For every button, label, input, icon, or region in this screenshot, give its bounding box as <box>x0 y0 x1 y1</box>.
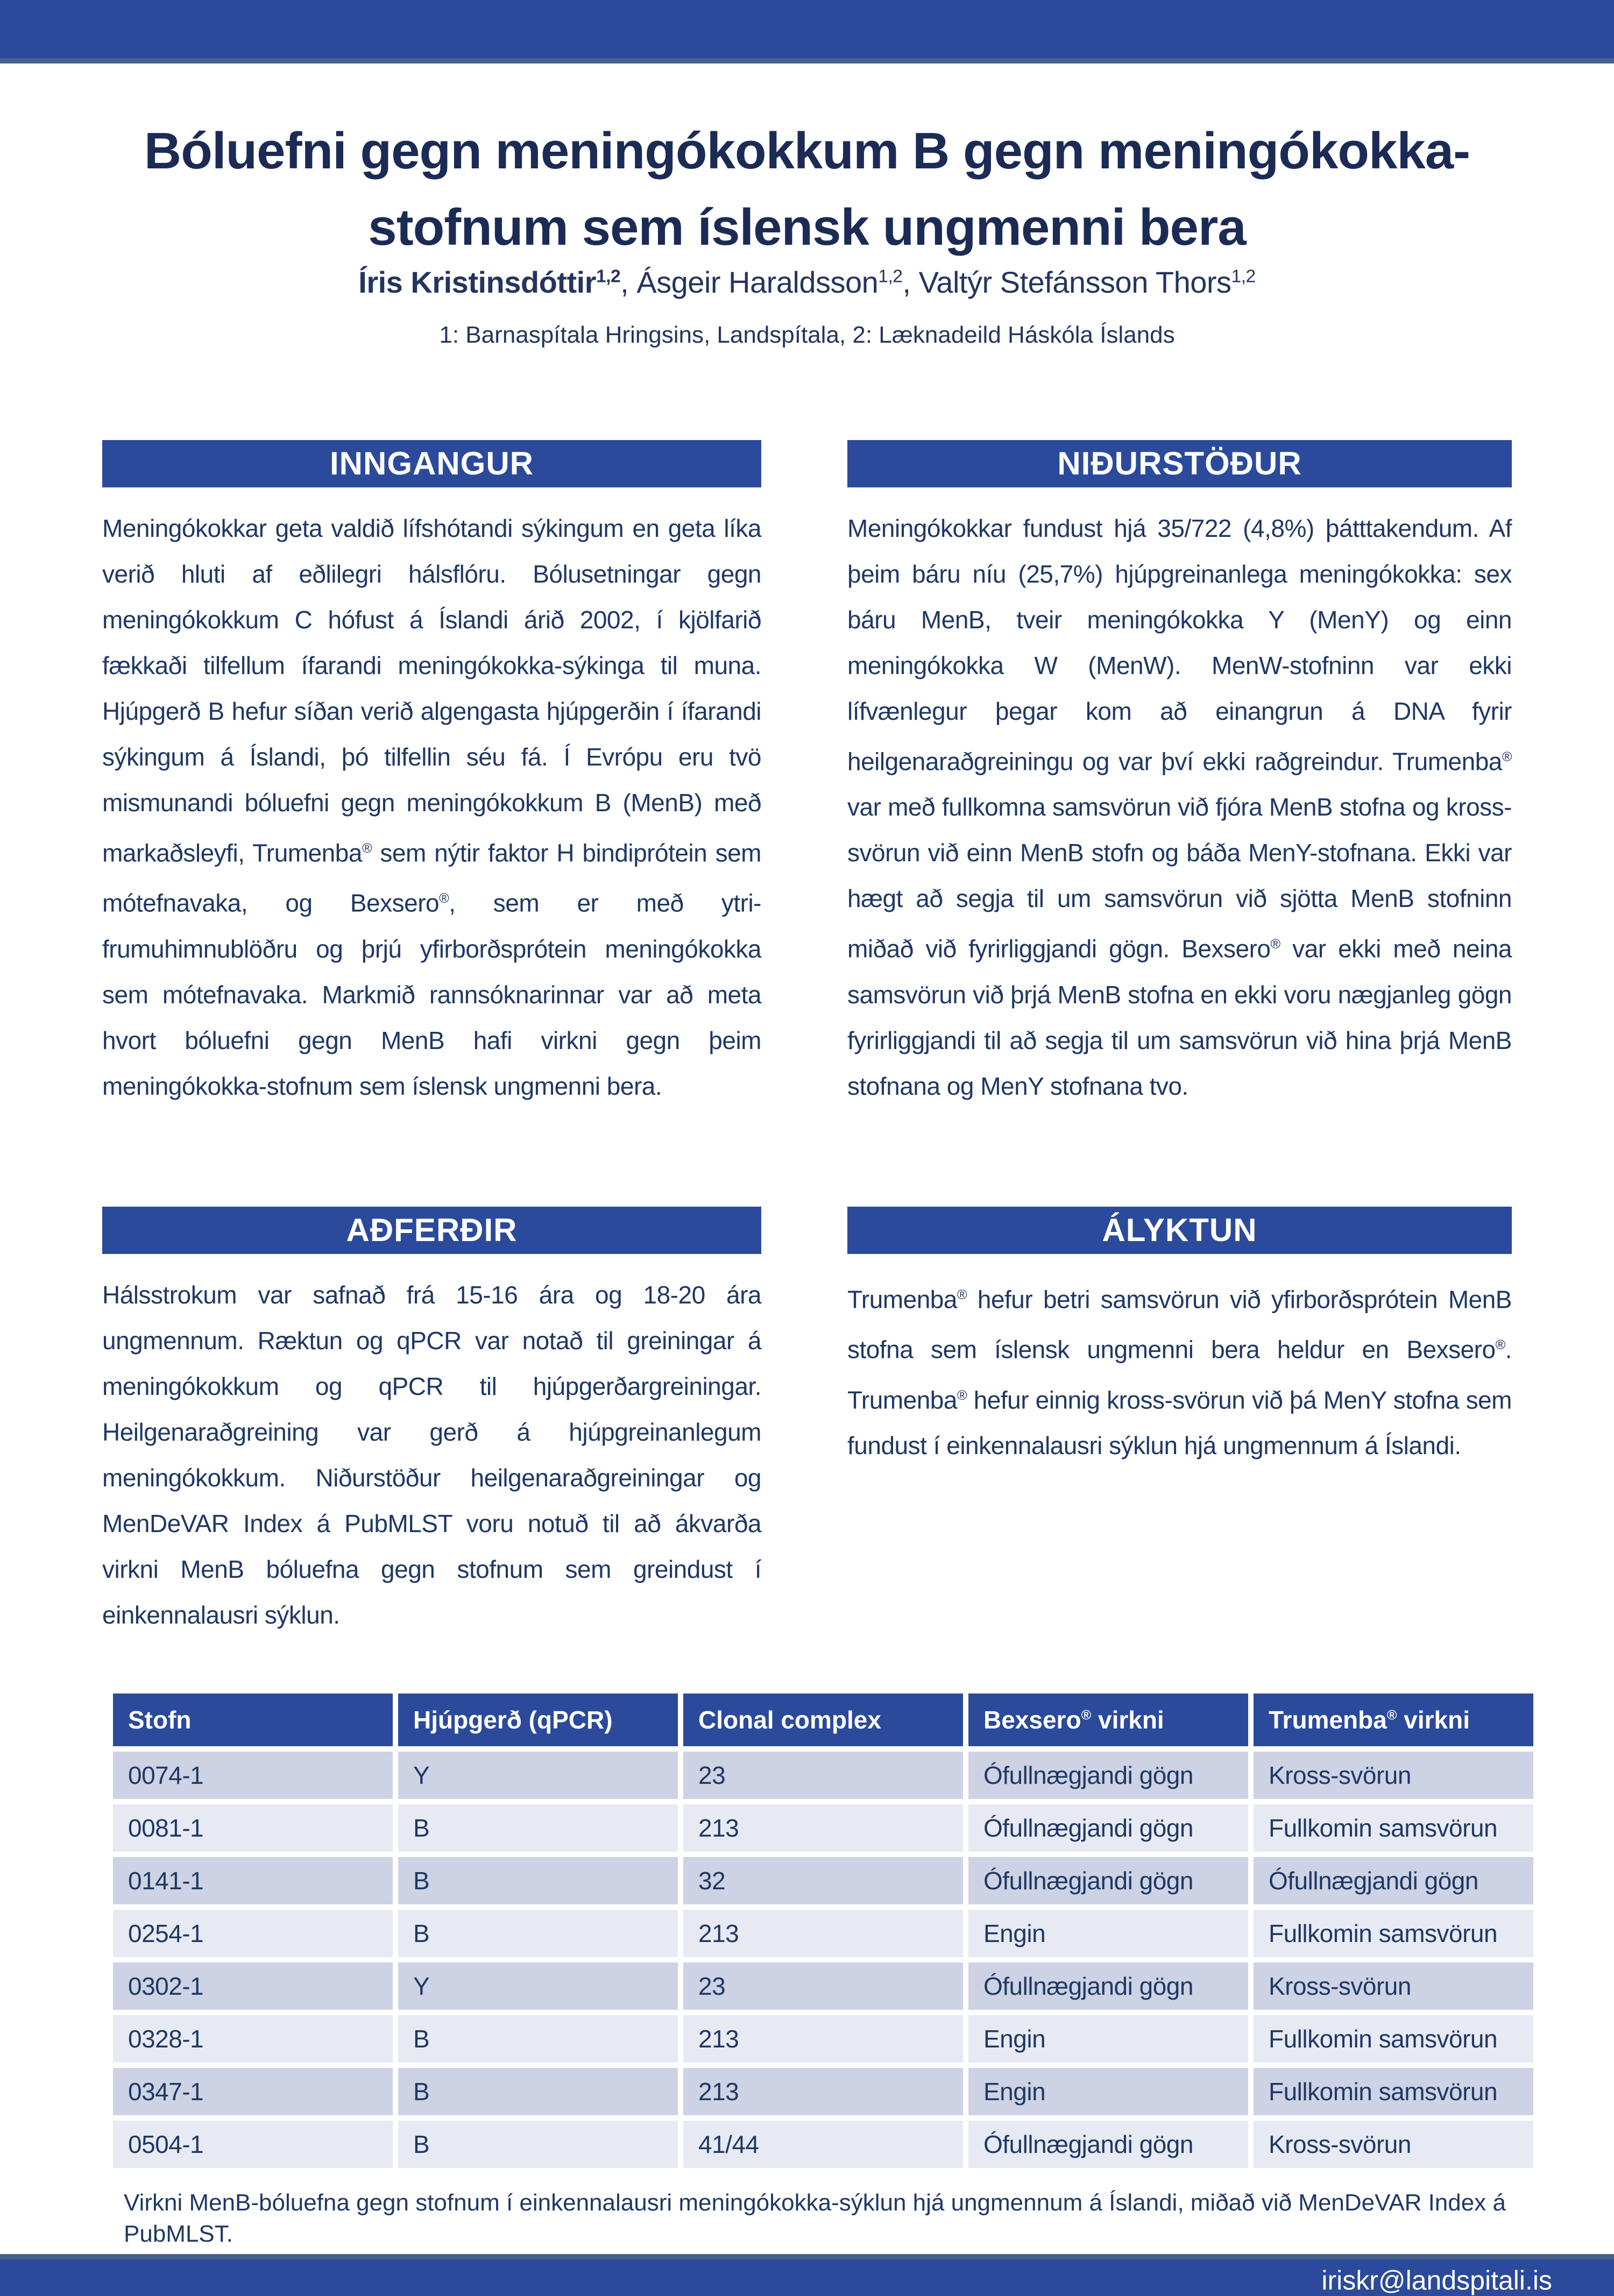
table-caption: Virkni MenB-bóluefna gegn stofnum í einkennalausri meningókokka-sýklun hjá ungmennum á Íslandi, miðað við MenDeVAR Index á PubMLST. <box>124 2189 1506 2247</box>
author: Ásgeir Haraldsson$^{1,2}$ <box>636 265 903 299</box>
table-cell: Kross-svörun <box>1254 2121 1533 2168</box>
contact-email: iriskr@landspitali.is <box>1321 2265 1552 2295</box>
table-cell: 23 <box>683 1962 963 2010</box>
table-cell: B <box>398 1857 678 1904</box>
section-body-inngangur: Meningókokkar geta valdið lífshótandi sýkingum en geta líka verið hluti af eðlilegri hálsflóru. Bólusetningar gegn meningókokkum C hófust á Íslandi árið 2002, í kjölfarið fækkaði tilfellum ífarandi meningókokka-sýkinga til muna. Hjúpgerð B hefur síðan verið algengasta hjúpgerðin í ífarandi sýkingum á Íslandi, þó tilfellin séu fá. Í Evrópu eru tvö mismunandi bóluefni gegn meningókokkum B (MenB) með markaðsleyfi, Trumenba® sem nýtir faktor H bindiprótein sem mótefnavaka, og Bexsero®, sem er með ytri-frumuhimnublöðru og þrjú yfirborðsprótein meningókokka sem mótefnavaka. Markmið rannsóknarinnar var að meta hvort bóluefni gegn MenB hafi virkni gegn þeim meningókokka-stofnum sem íslensk ungmenni bera. <box>102 514 762 1100</box>
table-cell: B <box>398 2015 678 2063</box>
table-cell: 0504-1 <box>113 2121 393 2168</box>
table-cell: 213 <box>683 1910 963 1957</box>
table-cell: 0141-1 <box>113 1857 393 1904</box>
table-cell: B <box>398 1804 678 1852</box>
table-row <box>113 2068 1533 2115</box>
table-row <box>113 1857 1533 1904</box>
table-cell: Y <box>398 1962 678 2010</box>
table-cell: 213 <box>683 1804 963 1852</box>
poster-title <box>81 113 1533 266</box>
author: Valtýr Stefánsson Thors$^{1,2}$ <box>918 265 1256 299</box>
table-cell: 0254-1 <box>113 1910 393 1957</box>
table-cell: Engin <box>968 2068 1248 2115</box>
author-separator: , <box>902 265 919 299</box>
table-row <box>113 1752 1533 1799</box>
poster-title-line1: Bóluefni gegn meningókokkum B gegn meningókokka- <box>144 122 1470 180</box>
table-cell: 0074-1 <box>113 1752 393 1799</box>
results-table-block <box>108 1688 1539 2250</box>
column-header-bexsero: Bexsero® virkni <box>968 1693 1248 1746</box>
table-cell: Ófullnægjandi gögn <box>968 2121 1248 2168</box>
section-body-alyktun: Trumenba® hefur betri samsvörun við yfirborðsprótein MenB stofna sem íslensk ungmenni bera heldur en Bexsero®. Trumenba® hefur einnig kross-svörun við þá MenY stofna sem fundust í einkennalausri sýklun hjá ungmennum á Íslandi. <box>847 1285 1512 1459</box>
footer-bar <box>0 2254 1614 2296</box>
table-cell: 23 <box>683 1752 963 1799</box>
table-cell: Fullkomin samsvörun <box>1254 2015 1533 2063</box>
author-separator: , <box>620 265 637 299</box>
column-header-hjupgerd: Hjúpgerð (qPCR) <box>398 1693 678 1746</box>
section-alyktun <box>847 1207 1512 1469</box>
table-cell: Engin <box>968 2015 1248 2063</box>
section-inngangur <box>102 440 761 1109</box>
table-cell: Ófullnægjandi gögn <box>968 1752 1248 1799</box>
section-adferdir <box>102 1207 761 1638</box>
table-cell: Y <box>398 1752 678 1799</box>
table-row <box>113 2121 1533 2168</box>
author: Íris Kristinsdóttir$^{1,2}$ <box>358 265 621 299</box>
results-table <box>108 1688 1539 2173</box>
author-line <box>81 265 1533 300</box>
table-row <box>113 1962 1533 2010</box>
table-cell: Ófullnægjandi gögn <box>968 1804 1248 1852</box>
column-header-trumenba: Trumenba® virkni <box>1254 1693 1533 1746</box>
table-cell: B <box>398 1910 678 1957</box>
top-banner <box>0 0 1614 63</box>
section-header-nidurstodur: NIÐURSTÖÐUR <box>847 440 1512 487</box>
table-cell: 0328-1 <box>113 2015 393 2063</box>
table-cell: 0081-1 <box>113 1804 393 1852</box>
table-cell: 213 <box>683 2015 963 2063</box>
table-cell: Fullkomin samsvörun <box>1254 1804 1533 1852</box>
column-header-stofn: Stofn <box>113 1693 393 1746</box>
table-cell: B <box>398 2121 678 2168</box>
table-cell: Fullkomin samsvörun <box>1254 1910 1533 1957</box>
section-header-alyktun: ÁLYKTUN <box>847 1207 1512 1254</box>
table-row <box>113 1910 1533 1957</box>
poster-title-line2: stofnum sem íslensk ungmenni bera <box>368 199 1246 256</box>
section-nidurstodur <box>847 440 1512 1109</box>
table-cell: 0347-1 <box>113 2068 393 2115</box>
table-cell: Ófullnægjandi gögn <box>968 1857 1248 1904</box>
table-row <box>113 1804 1533 1852</box>
section-header-adferdir: AÐFERÐIR <box>102 1207 761 1254</box>
table-cell: 0302-1 <box>113 1962 393 2010</box>
table-row <box>113 2015 1533 2063</box>
table-cell: Fullkomin samsvörun <box>1254 2068 1533 2115</box>
table-cell: Kross-svörun <box>1254 1962 1533 2010</box>
table-cell: 41/44 <box>683 2121 963 2168</box>
table-cell: Ófullnægjandi gögn <box>1254 1857 1533 1904</box>
section-body-adferdir: Hálsstrokum var safnað frá 15-16 ára og 18-20 ára ungmennum. Ræktun og qPCR var notað til greiningar á meningókokkum og qPCR til hjúpgerðargreiningar. Heilgenaraðgreining var gerð á hjúpgreinanlegum meningókokkum. Niðurstöður heilgenaraðgreiningar og MenDeVAR Index á PubMLST voru notuð til að ákvarða virkni MenB bóluefna gegn stofnum sem greindust í einkennalausri sýklun. <box>102 1281 761 1629</box>
table-cell: Ófullnægjandi gögn <box>968 1962 1248 2010</box>
table-cell: Engin <box>968 1910 1248 1957</box>
affiliation-line: 1: Barnaspítala Hringsins, Landspítala, 2: Læknadeild Háskóla Íslands <box>439 322 1175 348</box>
column-header-clonal: Clonal complex <box>683 1693 963 1746</box>
table-cell: B <box>398 2068 678 2115</box>
section-body-nidurstodur: Meningókokkar fundust hjá 35/722 (4,8%) þátttakendum. Af þeim báru níu (25,7%) hjúpgreinanlega meningókokka: sex báru MenB, tveir meningókokka Y (MenY) og einn meningókokka W (MenW). MenW-stofninn var ekki lífvænlegur þegar kom að einangrun á DNA fyrir heilgenaraðgreiningu og var því ekki raðgreindur. Trumenba® var með fullkomna samsvörun við fjóra MenB stofna og kross-svörun við einn MenB stofn og báða MenY-stofnana. Ekki var hægt að segja til um samsvörun við sjötta MenB stofninn miðað við fyrirliggjandi gögn. Bexsero® var ekki með neina samsvörun við þrjá MenB stofna en ekki voru nægjanleg gögn fyrirliggjandi til að segja til um samsvörun við hina þrjá MenB stofnana og MenY stofnana tvo. <box>847 514 1512 1100</box>
table-cell: 213 <box>683 2068 963 2115</box>
table-header-row <box>113 1693 1533 1746</box>
table-cell: 32 <box>683 1857 963 1904</box>
section-header-inngangur: INNGANGUR <box>102 440 761 487</box>
table-cell: Kross-svörun <box>1254 1752 1533 1799</box>
